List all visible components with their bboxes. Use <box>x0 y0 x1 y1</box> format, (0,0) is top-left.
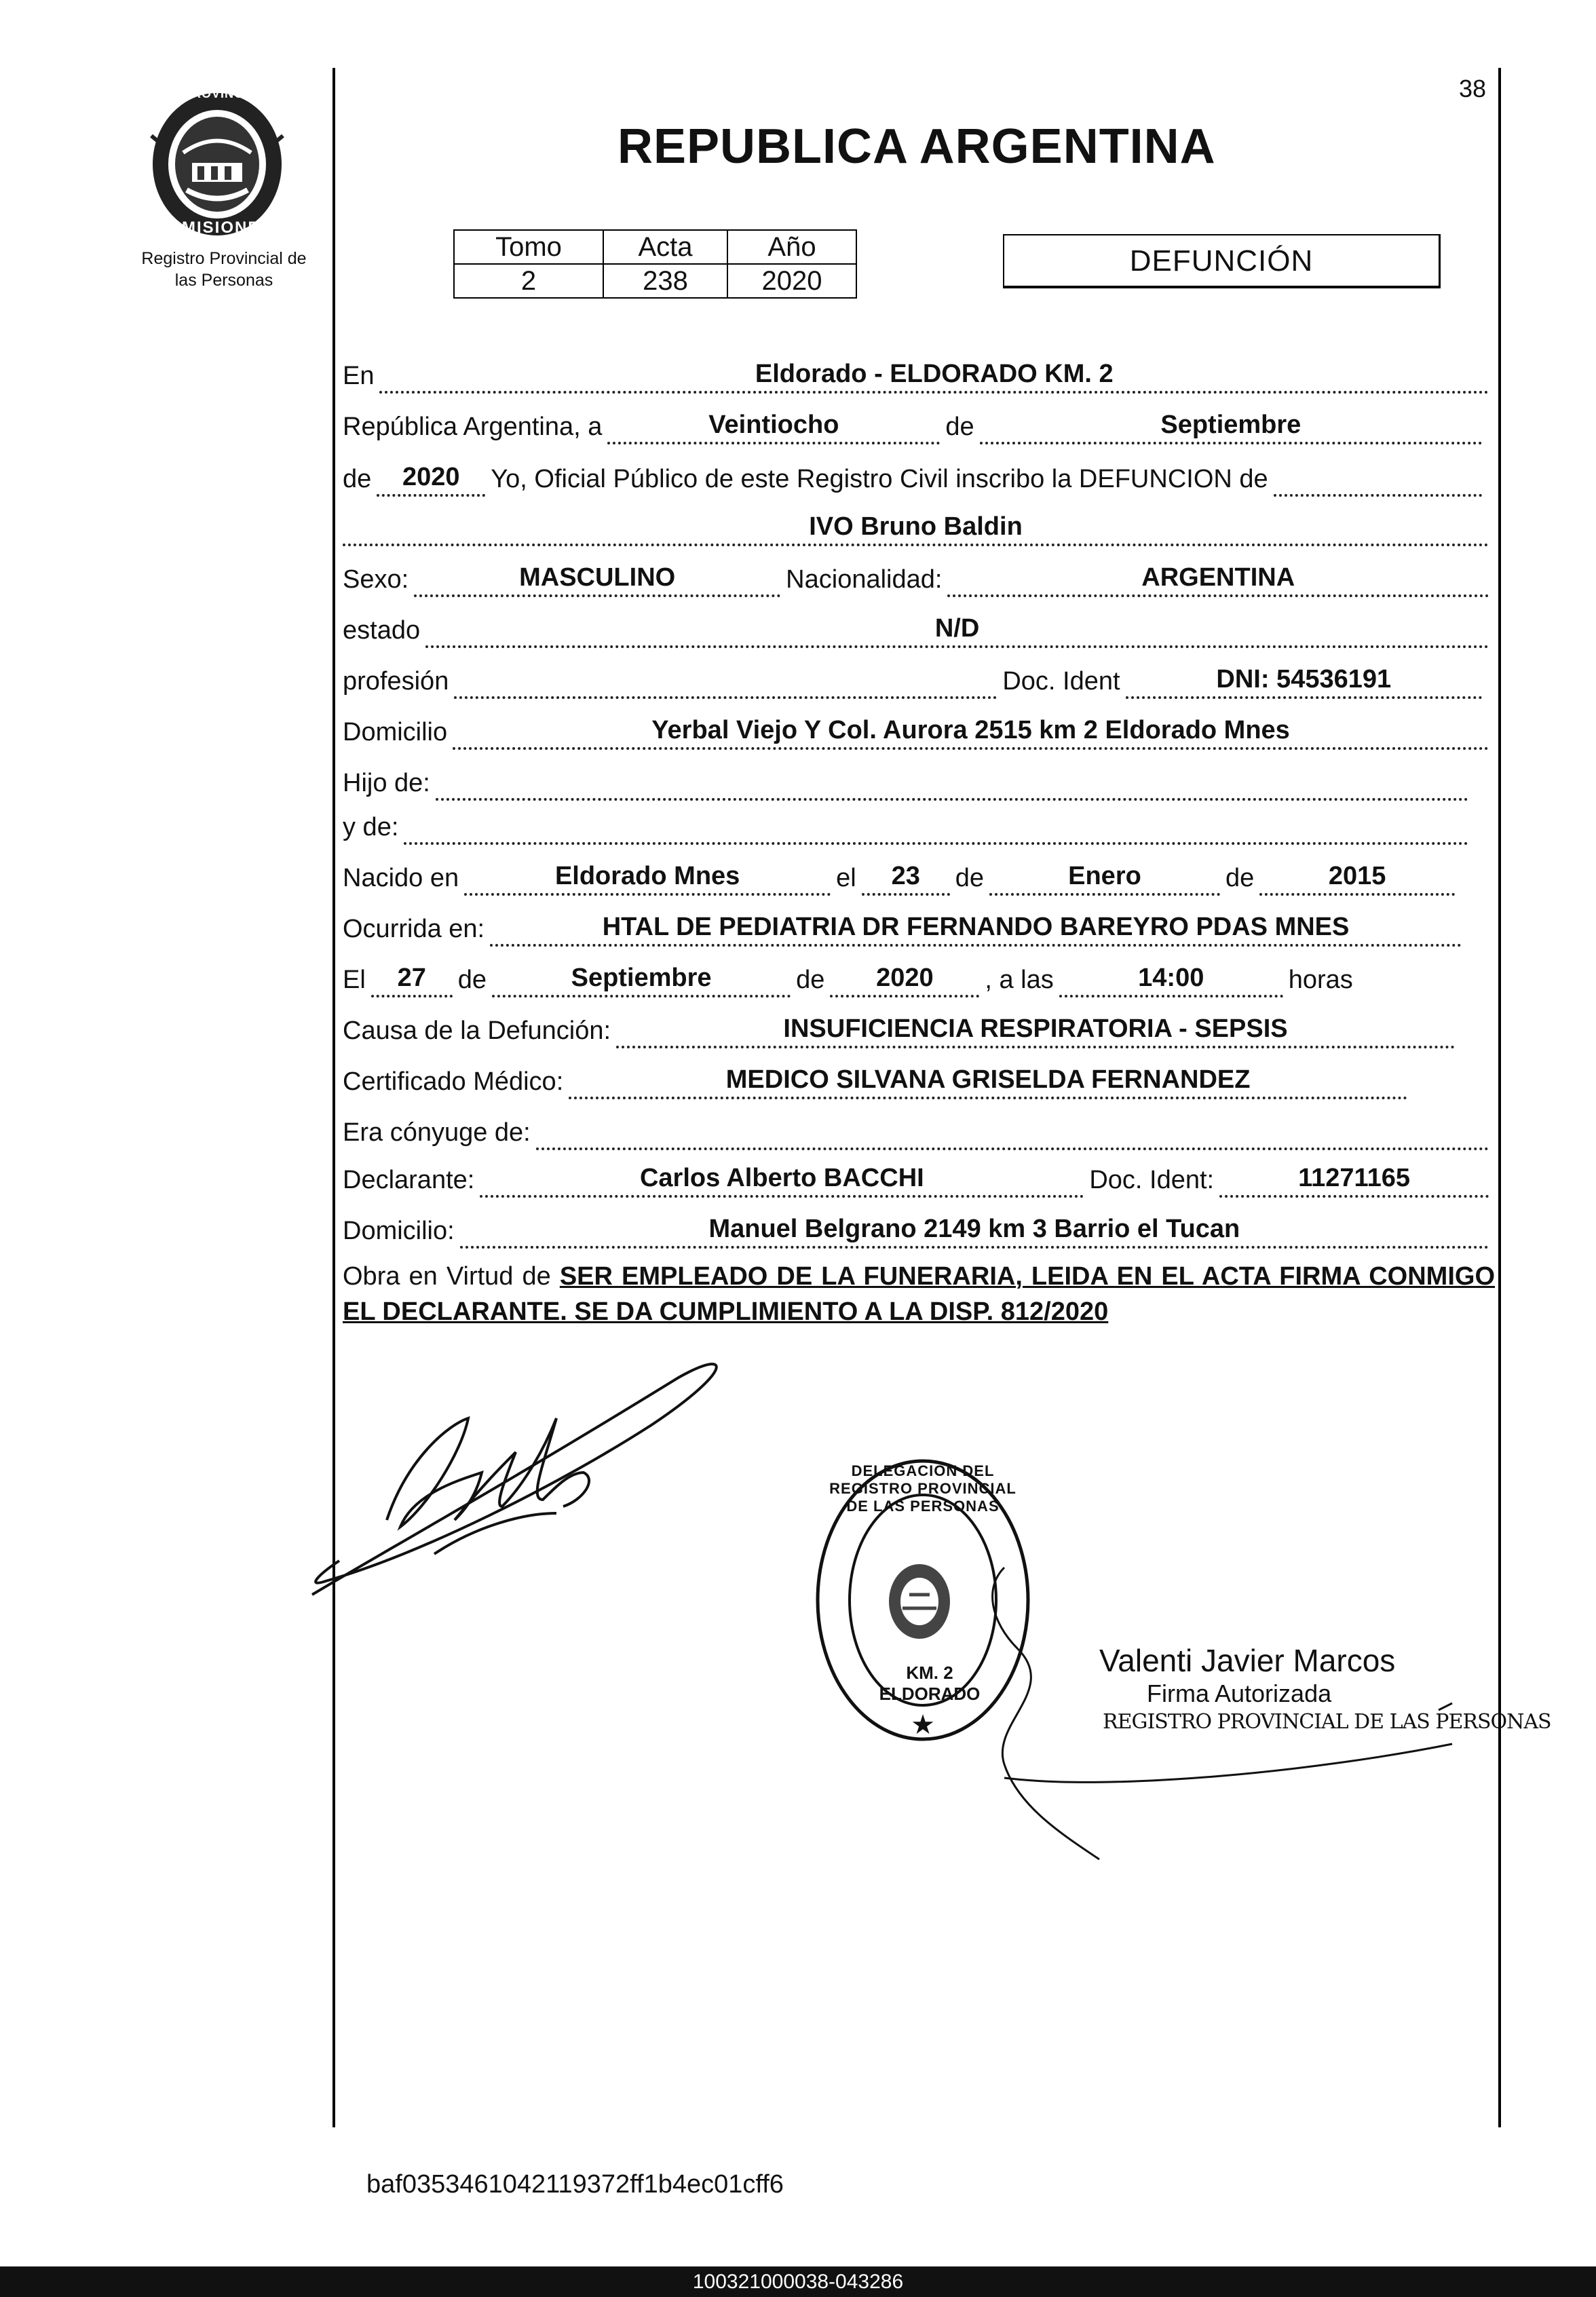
row-year <box>343 456 1487 497</box>
year-trailing-fill <box>1274 460 1482 497</box>
fecha-year: 2020 <box>830 961 979 998</box>
record-header-row <box>454 230 856 264</box>
domicilio-value: Yerbal Viejo Y Col. Aurora 2515 km 2 Eldorado Mnes <box>453 713 1489 750</box>
row-en <box>343 353 1494 394</box>
record-value-row <box>454 264 856 298</box>
en-value: Eldorado - ELDORADO KM. 2 <box>379 357 1489 394</box>
year-pre-label: de <box>343 465 372 493</box>
deceased-name: IVO Bruno Baldin <box>343 510 1489 546</box>
obra-en-virtud <box>343 1259 1495 1329</box>
acta-header: Acta <box>603 230 727 264</box>
ocurrida-value: HTAL DE PEDIATRIA DR FERNANDO BAREYRO PDAS MNES <box>490 910 1462 947</box>
fecha-day: 27 <box>371 961 453 998</box>
document-hash: baf0353461042119372ff1b4ec01cff6 <box>366 2170 784 2199</box>
conyuge-value <box>536 1114 1489 1150</box>
anio-value: 2020 <box>727 264 856 298</box>
hijo-de-label: Hijo de: <box>343 769 430 797</box>
agency-line-1: Registro Provincial de <box>141 249 307 268</box>
domicilio-decl-value: Manuel Belgrano 2149 km 3 Barrio el Tucan <box>460 1212 1489 1249</box>
domicilio-label: Domicilio <box>343 718 448 746</box>
fecha-hours-label: horas <box>1288 966 1353 994</box>
anio-header: Año <box>727 230 856 264</box>
declarante-doc-value: 11271165 <box>1219 1161 1489 1198</box>
year-statement: Yo, Oficial Público de este Registro Civil inscribo la DEFUNCION de <box>491 465 1268 493</box>
nacionalidad-value: ARGENTINA <box>947 561 1489 597</box>
nacido-day: 23 <box>862 859 950 896</box>
sexo-label: Sexo: <box>343 565 409 594</box>
fecha-el-label: El <box>343 966 366 994</box>
certificado-label: Certificado Médico: <box>343 1067 564 1096</box>
official-org: REGISTRO PROVINCIAL DE LAS PERSONAS <box>1103 1710 1551 1734</box>
hijo-de-value <box>436 764 1468 801</box>
nacionalidad-label: Nacionalidad: <box>786 565 943 594</box>
doc-ident-label: Doc. Ident <box>1002 667 1120 696</box>
svg-text:★: ★ <box>911 1710 935 1740</box>
row-deceased-name <box>343 506 1494 546</box>
document-title: REPUBLICA ARGENTINA <box>618 119 1216 174</box>
nacido-label: Nacido en <box>343 864 459 892</box>
page-number: 38 <box>1459 75 1487 102</box>
row-ocurrida <box>343 906 1467 947</box>
fecha-de2-label: de <box>796 966 825 994</box>
y-de-value <box>404 808 1468 845</box>
republica-label: República Argentina, a <box>343 413 603 441</box>
row-estado <box>343 607 1494 648</box>
declarante-doc-label: Doc. Ident: <box>1089 1166 1215 1194</box>
tomo-header: Tomo <box>454 230 603 264</box>
y-de-label: y de: <box>343 813 399 841</box>
acta-value: 238 <box>603 264 727 298</box>
row-republica <box>343 404 1487 444</box>
causa-label: Causa de la Defunción: <box>343 1017 611 1045</box>
right-margin-line <box>1498 68 1501 2127</box>
record-table <box>453 229 857 299</box>
row-y-de <box>343 804 1474 845</box>
profesion-value <box>454 662 997 699</box>
stamp-outer-text: DELEGACION DEL REGISTRO PROVINCIAL DE LAS PERSONAS <box>829 1462 1016 1515</box>
row-domicilio-declarante <box>343 1208 1494 1249</box>
fecha-time: 14:00 <box>1059 961 1283 998</box>
sexo-value: MASCULINO <box>414 561 780 597</box>
document-type-box: DEFUNCIÓN <box>1003 234 1441 288</box>
profesion-label: profesión <box>343 667 449 696</box>
causa-value: INSUFICIENCIA RESPIRATORIA - SEPSIS <box>616 1012 1455 1048</box>
nacido-de2-label: de <box>1225 864 1255 892</box>
certificado-value: MEDICO SILVANA GRISELDA FERNANDEZ <box>569 1063 1407 1099</box>
fecha-time-label: , a las <box>985 966 1054 994</box>
doc-ident-value: DNI: 54536191 <box>1126 662 1482 699</box>
estado-value: N/D <box>425 611 1489 648</box>
official-name: Valenti Javier Marcos <box>1099 1643 1396 1678</box>
official-role: Firma Autorizada <box>1147 1679 1332 1707</box>
agency-line-2: las Personas <box>174 271 273 290</box>
declarante-value: Carlos Alberto BACCHI <box>480 1161 1084 1198</box>
row-conyuge <box>343 1109 1494 1150</box>
domicilio-decl-label: Domicilio: <box>343 1217 455 1245</box>
nacido-month: Enero <box>989 859 1220 896</box>
estado-label: estado <box>343 616 421 645</box>
declarante-label: Declarante: <box>343 1166 475 1194</box>
seal-top-text: PROVINCIA DE <box>183 87 280 100</box>
agency-label <box>115 248 332 291</box>
republica-day: Veintiocho <box>607 408 940 444</box>
tomo-value: 2 <box>454 264 603 298</box>
nacido-year: 2015 <box>1259 859 1455 896</box>
stamp-inner-text: KM. 2 ELDORADO <box>879 1663 981 1704</box>
left-margin-line <box>332 68 335 2127</box>
declarant-signature-icon <box>299 1350 746 1615</box>
row-nacido <box>343 855 1460 896</box>
seal-bottom-text: MISIONES <box>182 219 273 237</box>
conyuge-label: Era cónyuge de: <box>343 1118 531 1147</box>
nacido-place: Eldorado Mnes <box>464 859 831 896</box>
row-declarante <box>343 1157 1494 1198</box>
row-sexo <box>343 556 1494 597</box>
row-fecha <box>343 957 1494 998</box>
en-label: En <box>343 362 375 390</box>
nacido-el-label: el <box>836 864 856 892</box>
republica-month: Septiembre <box>980 408 1482 444</box>
nacido-de1-label: de <box>955 864 984 892</box>
republica-de-label: de <box>945 413 974 441</box>
fecha-month: Septiembre <box>492 961 791 998</box>
fecha-de1-label: de <box>457 966 487 994</box>
row-causa <box>343 1008 1460 1048</box>
year-value: 2020 <box>377 460 485 497</box>
row-profesion <box>343 658 1487 699</box>
barcode-footer: 100321000038-043286 <box>0 2266 1596 2297</box>
obra-value: SER EMPLEADO DE LA FUNERARIA, LEIDA EN EL ACTA FIRMA CONMIGO EL DECLARANTE. SE DA CUMPLIMIENTO A LA DISP. 812/2020 <box>343 1262 1496 1326</box>
ocurrida-label: Ocurrida en: <box>343 915 485 943</box>
row-hijo-de <box>343 760 1474 801</box>
row-certificado <box>343 1059 1413 1099</box>
obra-label: Obra en Virtud de <box>343 1262 551 1291</box>
row-domicilio <box>343 709 1494 750</box>
